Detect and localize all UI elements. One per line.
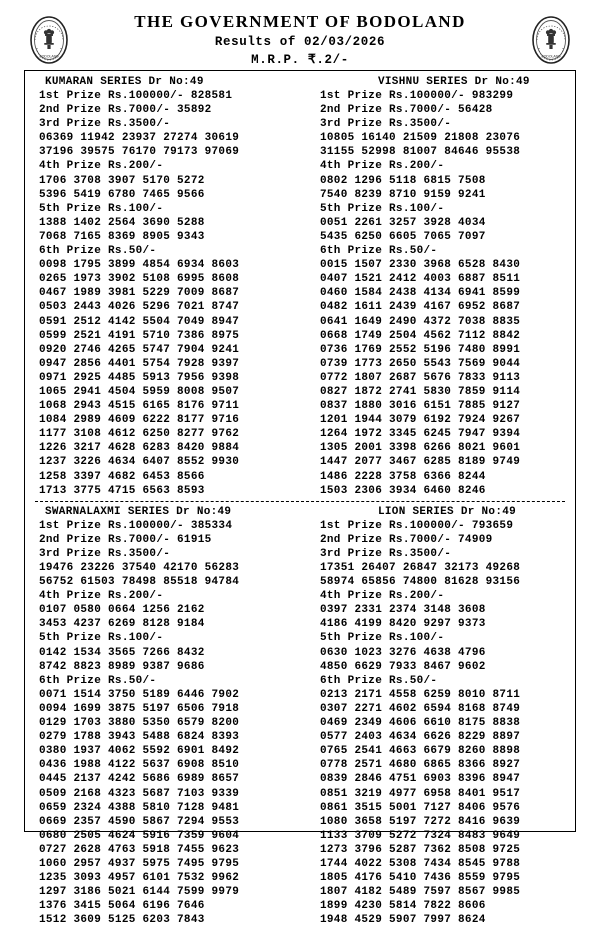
- series-title: VISHNU SERIES Dr No:49: [378, 76, 530, 88]
- prize-number-row: 7068 7165 8369 8905 9343: [39, 230, 205, 243]
- prize-number-row: 0669 2357 4590 5867 7294 9553: [39, 815, 240, 828]
- prize-label: 4th Prize Rs.200/-: [320, 160, 445, 173]
- prize-number-row: 0861 3515 5001 7127 8406 9576: [320, 801, 521, 814]
- prize-label: 4th Prize Rs.200/-: [320, 590, 445, 603]
- prize-number-row: 06369 11942 23937 27274 30619: [39, 132, 240, 145]
- results-bottom-half: [25, 506, 575, 927]
- prize-number-row: 0591 2512 4142 5504 7049 8947: [39, 315, 240, 328]
- prize-number-row: 0837 1880 3016 6151 7885 9127: [320, 400, 521, 413]
- result-date: Results of 02/03/2026: [214, 35, 386, 49]
- prize-number-row: 0015 1507 2330 3968 6528 8430: [320, 259, 521, 272]
- page-header: [0, 0, 600, 68]
- prize-number-row: 37196 39575 76170 79173 97069: [39, 146, 240, 159]
- section-kumaran: [25, 76, 300, 498]
- prize-number-row: 0307 2271 4602 6594 8168 8749: [320, 702, 521, 715]
- prize-number-row: 0503 2443 4026 5296 7021 8747: [39, 301, 240, 314]
- prize-number-row: 0736 1769 2552 5196 7480 8991: [320, 343, 521, 356]
- prize-number-row: 0142 1534 3565 7266 8432: [39, 646, 205, 659]
- prize-number-row: 0051 2261 3257 3928 4034: [320, 216, 486, 229]
- prize-number-row: 1503 2306 3934 6460 8246: [320, 484, 486, 497]
- prize-number-row: 0659 2324 4388 5810 7128 9481: [39, 801, 240, 814]
- prize-number-row: 0107 0580 0664 1256 2162: [39, 604, 205, 617]
- prize-number-row: 0071 1514 3750 5189 6446 7902: [39, 688, 240, 701]
- prize-number-row: 1486 2228 3758 6366 8244: [320, 470, 486, 483]
- prize-number-row: 1948 4529 5907 7997 8624: [320, 914, 486, 927]
- prize-number-row: 0129 1703 3880 5350 6579 8200: [39, 717, 240, 730]
- series-title: SWARNALAXMI SERIES Dr No:49: [45, 505, 232, 518]
- prize-label: 5th Prize Rs.100/-: [39, 202, 164, 215]
- prize-label: 5th Prize Rs.100/-: [320, 632, 445, 645]
- prize-number-row: 0727 2628 4763 5918 7455 9623: [39, 843, 240, 856]
- prize-number-row: 10805 16140 21509 21808 23076: [320, 132, 521, 145]
- prize-label: 3rd Prize Rs.3500/-: [320, 547, 452, 560]
- prize-number-row: 1226 3217 4628 6283 8420 9884: [39, 442, 240, 455]
- bodoland-emblem-left-icon: [26, 14, 72, 66]
- prize-number-row: 0397 2331 2374 3148 3608: [320, 604, 486, 617]
- prize-number-row: 0509 2168 4323 5687 7103 9339: [39, 787, 240, 800]
- prize-number-row: 0213 2171 4558 6259 8010 8711: [320, 688, 521, 701]
- prize-number-row: 0469 2349 4606 6610 8175 8838: [320, 717, 521, 730]
- prize-number-row: 8742 8823 8989 9387 9686: [39, 660, 205, 673]
- prize-number-row: 56752 61503 78498 85518 94784: [39, 576, 240, 589]
- prize-number-row: 0839 2846 4751 6903 8396 8947: [320, 773, 521, 786]
- prize-label: 2nd Prize Rs.7000/- 56428: [320, 104, 493, 117]
- prize-number-row: 1744 4022 5308 7434 8545 9788: [320, 857, 521, 870]
- prize-number-row: 1376 3415 5064 6196 7646: [39, 900, 205, 913]
- prize-label: 1st Prize Rs.100000/- 793659: [320, 519, 514, 532]
- svg-text:BODOLAND: BODOLAND: [39, 54, 59, 59]
- prize-label: 6th Prize Rs.50/-: [39, 245, 157, 258]
- prize-label: 5th Prize Rs.100/-: [39, 632, 164, 645]
- prize-number-row: 0971 2925 4485 5913 7956 9398: [39, 371, 240, 384]
- prize-number-row: 1388 1402 2564 3690 5288: [39, 216, 205, 229]
- results-frame: [24, 70, 576, 927]
- prize-number-row: 0641 1649 2490 4372 7038 8835: [320, 315, 521, 328]
- prize-number-row: 3453 4237 6269 8128 9184: [39, 618, 205, 631]
- page-title: THE GOVERNMENT OF BODOLAND: [134, 12, 466, 31]
- prize-label: 4th Prize Rs.200/-: [39, 160, 164, 173]
- prize-number-row: 0920 2746 4265 5747 7904 9241: [39, 343, 240, 356]
- prize-label: 1st Prize Rs.100000/- 983299: [320, 90, 514, 102]
- prize-number-row: 1264 1972 3345 6245 7947 9394: [320, 428, 521, 441]
- section-lion: [300, 506, 575, 927]
- prize-number-row: 1305 2001 3398 6266 8021 9601: [320, 442, 521, 455]
- prize-number-row: 1297 3186 5021 6144 7599 9979: [39, 886, 240, 899]
- prize-number-row: 1084 2989 4609 6222 8177 9716: [39, 414, 240, 427]
- prize-number-row: 0947 2856 4401 5754 7928 9397: [39, 357, 240, 370]
- prize-number-row: 1133 3709 5272 7324 8483 9649: [320, 829, 521, 842]
- series-title: KUMARAN SERIES Dr No:49: [45, 76, 204, 88]
- prize-number-row: 1706 3708 3907 5170 5272: [39, 174, 205, 187]
- prize-number-row: 0279 1788 3943 5488 6824 8393: [39, 731, 240, 744]
- prize-number-row: 1258 3397 4682 6453 8566: [39, 470, 205, 483]
- prize-number-row: 0851 3219 4977 6958 8401 9517: [320, 787, 521, 800]
- prize-number-row: 0265 1973 3902 5108 6995 8608: [39, 273, 240, 286]
- prize-number-row: 0827 1872 2741 5830 7859 9114: [320, 385, 521, 398]
- prize-number-row: 1273 3796 5287 7362 8508 9725: [320, 843, 521, 856]
- prize-number-row: 5435 6250 6605 7065 7097: [320, 230, 486, 243]
- prize-number-row: 0380 1937 4062 5592 6901 8492: [39, 745, 240, 758]
- prize-number-row: 31155 52998 81007 84646 95538: [320, 146, 521, 159]
- prize-label: 1st Prize Rs.100000/- 828581: [39, 90, 233, 102]
- results-top-half: [25, 76, 575, 498]
- prize-number-row: 5396 5419 6780 7465 9566: [39, 188, 205, 201]
- prize-number-row: 0460 1584 2438 4134 6941 8599: [320, 287, 521, 300]
- prize-number-row: 1807 4182 5489 7597 8567 9985: [320, 886, 521, 899]
- section-divider: [35, 501, 565, 503]
- prize-number-row: 0765 2541 4663 6679 8260 8898: [320, 745, 521, 758]
- prize-number-row: 58974 65856 74800 81628 93156: [320, 576, 521, 589]
- prize-label: 6th Prize Rs.50/-: [320, 674, 438, 687]
- prize-number-row: 1080 3658 5197 7272 8416 9639: [320, 815, 521, 828]
- prize-number-row: 0467 1989 3981 5229 7009 8687: [39, 287, 240, 300]
- section-swarnalaxmi: [25, 506, 300, 927]
- mrp-label: M.R.P. ₹.2/-: [251, 53, 349, 67]
- prize-number-row: 1235 3093 4957 6101 7532 9962: [39, 872, 240, 885]
- prize-label: 2nd Prize Rs.7000/- 74909: [320, 533, 493, 546]
- prize-number-row: 1201 1944 3079 6192 7924 9267: [320, 414, 521, 427]
- prize-number-row: 0772 1807 2687 5676 7833 9113: [320, 371, 521, 384]
- prize-number-row: 1237 3226 4634 6407 8552 9930: [39, 456, 240, 469]
- prize-number-row: 1899 4230 5814 7822 8606: [320, 900, 486, 913]
- prize-number-row: 1068 2943 4515 6165 8176 9711: [39, 400, 240, 413]
- prize-number-row: 0445 2137 4242 5686 6989 8657: [39, 773, 240, 786]
- prize-number-row: 1713 3775 4715 6563 8593: [39, 484, 205, 497]
- prize-number-row: 0802 1296 5118 6815 7508: [320, 174, 486, 187]
- prize-number-row: 17351 26407 26847 32173 49268: [320, 562, 521, 574]
- prize-label: 3rd Prize Rs.3500/-: [39, 118, 171, 131]
- prize-number-row: 0630 1023 3276 4638 4796: [320, 646, 486, 659]
- prize-label: 2nd Prize Rs.7000/- 61915: [39, 533, 212, 546]
- prize-number-row: 0778 2571 4680 6865 8366 8927: [320, 759, 521, 772]
- prize-number-row: 4850 6629 7933 8467 9602: [320, 660, 486, 673]
- prize-label: 4th Prize Rs.200/-: [39, 590, 164, 603]
- prize-label: 2nd Prize Rs.7000/- 35892: [39, 104, 212, 117]
- prize-label: 1st Prize Rs.100000/- 385334: [39, 519, 233, 532]
- prize-number-row: 0482 1611 2439 4167 6952 8687: [320, 301, 521, 314]
- prize-number-row: 0577 2403 4634 6626 8229 8897: [320, 731, 521, 744]
- prize-label: 5th Prize Rs.100/-: [320, 202, 445, 215]
- prize-label: 6th Prize Rs.50/-: [39, 674, 157, 687]
- prize-number-row: 1177 3108 4612 6250 8277 9762: [39, 428, 240, 441]
- prize-number-row: 19476 23226 37540 42170 56283: [39, 562, 240, 574]
- prize-number-row: 1805 4176 5410 7436 8559 9795: [320, 872, 521, 885]
- prize-number-row: 1447 2077 3467 6285 8189 9749: [320, 456, 521, 469]
- series-title: LION SERIES Dr No:49: [378, 505, 517, 518]
- section-vishnu: [300, 76, 575, 498]
- prize-number-row: 0098 1795 3899 4854 6934 8603: [39, 259, 240, 272]
- prize-number-row: 1060 2957 4937 5975 7495 9795: [39, 857, 240, 870]
- prize-number-row: 0407 1521 2412 4003 6887 8511: [320, 273, 521, 286]
- prize-label: 3rd Prize Rs.3500/-: [39, 547, 171, 560]
- prize-number-row: 0094 1699 3875 5197 6506 7918: [39, 702, 240, 715]
- prize-number-row: 4186 4199 8420 9297 9373: [320, 618, 486, 631]
- svg-text:BODOLAND: BODOLAND: [541, 54, 561, 59]
- prize-number-row: 1065 2941 4504 5959 8008 9507: [39, 385, 240, 398]
- prize-number-row: 1512 3609 5125 6203 7843: [39, 914, 205, 927]
- bodoland-emblem-right-icon: [528, 14, 574, 66]
- prize-number-row: 0739 1773 2650 5543 7569 9044: [320, 357, 521, 370]
- prize-label: 6th Prize Rs.50/-: [320, 245, 438, 258]
- prize-number-row: 0668 1749 2504 4562 7112 8842: [320, 329, 521, 342]
- prize-label: 3rd Prize Rs.3500/-: [320, 118, 452, 131]
- prize-number-row: 7540 8239 8710 9159 9241: [320, 188, 486, 201]
- prize-number-row: 0680 2505 4624 5916 7359 9604: [39, 829, 240, 842]
- prize-number-row: 0599 2521 4191 5710 7386 8975: [39, 329, 240, 342]
- prize-number-row: 0436 1988 4122 5637 6908 8510: [39, 759, 240, 772]
